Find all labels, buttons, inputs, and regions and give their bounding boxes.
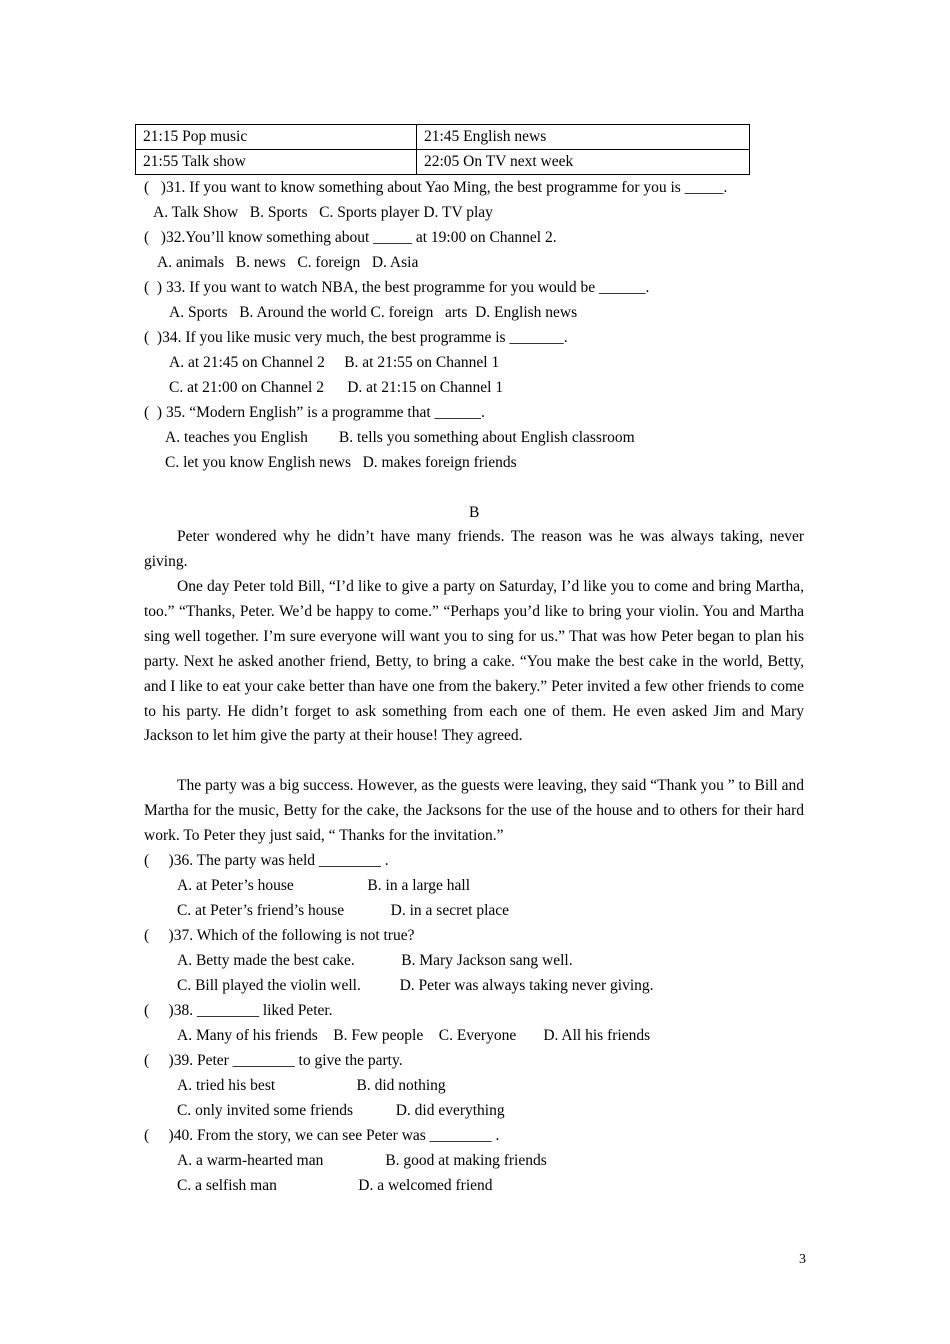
question-35: ( ) 35. “Modern English” is a programme that ______. <box>144 404 485 421</box>
question-31-options: A. Talk Show B. Sports C. Sports player D. TV play <box>153 204 493 221</box>
question-36-options: C. at Peter’s friend’s house D. in a secret place <box>177 902 510 919</box>
question-39-options: C. only invited some friends D. did everything <box>177 1102 505 1119</box>
question-31: ( )31. If you want to know something about Yao Ming, the best programme for you is _____. <box>144 179 728 196</box>
question-36: ( )36. The party was held ________ . <box>144 852 389 869</box>
question-38-options: A. Many of his friends B. Few people C. Everyone D. All his friends <box>177 1027 651 1044</box>
question-39: ( )39. Peter ________ to give the party. <box>144 1052 403 1069</box>
table-row <box>136 125 750 150</box>
question-35-options: A. teaches you English B. tells you something about English classroom <box>165 429 635 446</box>
table-cell: 21:15 Pop music <box>136 125 417 150</box>
passage-paragraph-2: One day Peter told Bill, “I’d like to give a party on Saturday, I’d like you to come and bring Martha, too.” “Thanks, Peter. We’d be happy to come.” “Perhaps you’d like to bring your violin. You and Martha sing well together. I’m sure everyone will want you to sing for us.” That was how Peter began to plan his party. Next he asked another friend, Betty, to bring a cake. “You make the best cake in the world, Betty, and I like to eat your cake better than have one from the bakery.” Peter invited a few other friends to come to his party. He didn’t forget to ask something from each one of them. He even asked Jim and Mary Jackson to let him give the party at their house! They agreed. <box>144 578 804 745</box>
question-34: ( )34. If you like music very much, the best programme is _______. <box>144 329 568 346</box>
section-b-title: B <box>469 504 480 521</box>
question-33: ( ) 33. If you want to watch NBA, the best programme for you would be ______. <box>144 279 650 296</box>
question-40-options: C. a selfish man D. a welcomed friend <box>177 1177 493 1194</box>
passage-paragraph-1: Peter wondered why he didn’t have many friends. The reason was he was always taking, never giving. <box>144 528 804 570</box>
question-40: ( )40. From the story, we can see Peter was ________ . <box>144 1127 500 1144</box>
question-39-options: A. tried his best B. did nothing <box>177 1077 446 1094</box>
table-cell: 21:55 Talk show <box>136 150 417 175</box>
question-32-options: A. animals B. news C. foreign D. Asia <box>157 254 419 271</box>
passage-paragraph-3: The party was a big success. However, as the guests were leaving, they said “Thank you ” to Bill and Martha for the music, Betty for the cake, the Jacksons for the use of the house and to others for their hard work. To Peter they just said, “ Thanks for the invitation.” <box>144 777 804 844</box>
question-37-options: C. Bill played the violin well. D. Peter was always taking never giving. <box>177 977 654 994</box>
table-cell: 21:45 English news <box>417 125 750 150</box>
question-35-options: C. let you know English news D. makes foreign friends <box>165 454 517 471</box>
question-34-options: C. at 21:00 on Channel 2 D. at 21:15 on Channel 1 <box>169 379 504 396</box>
tv-schedule-table <box>135 124 750 175</box>
question-36-options: A. at Peter’s house B. in a large hall <box>177 877 471 894</box>
question-40-options: A. a warm-hearted man B. good at making friends <box>177 1152 547 1169</box>
table-row <box>136 150 750 175</box>
question-38: ( )38. ________ liked Peter. <box>144 1002 333 1019</box>
question-33-options: A. Sports B. Around the world C. foreign arts D. English news <box>169 304 578 321</box>
page-number: 3 <box>799 1252 806 1267</box>
table-cell: 22:05 On TV next week <box>417 150 750 175</box>
question-37: ( )37. Which of the following is not true? <box>144 927 415 944</box>
question-37-options: A. Betty made the best cake. B. Mary Jackson sang well. <box>177 952 573 969</box>
question-32: ( )32.You’ll know something about _____ at 19:00 on Channel 2. <box>144 229 557 246</box>
question-34-options: A. at 21:45 on Channel 2 B. at 21:55 on Channel 1 <box>169 354 500 371</box>
